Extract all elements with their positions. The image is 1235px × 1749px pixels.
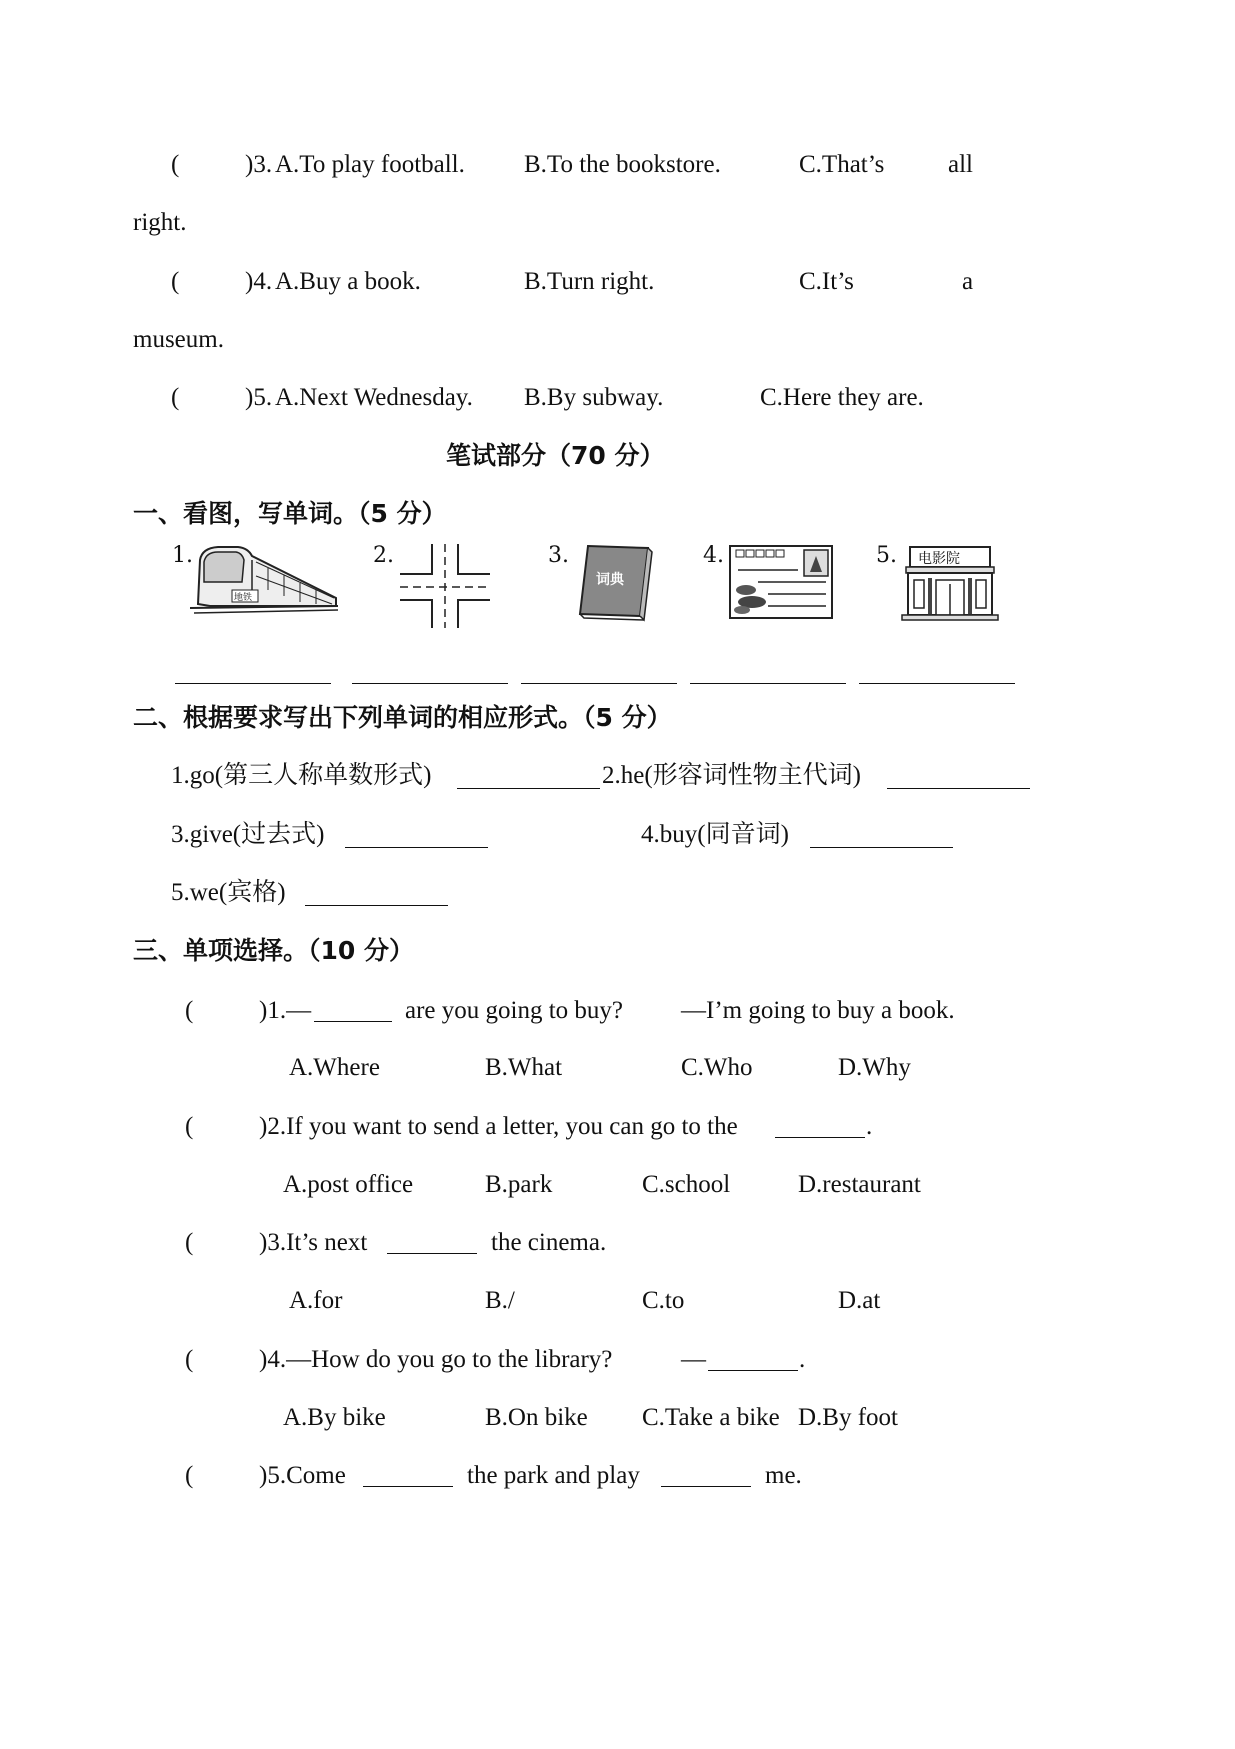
word-form-blank-4[interactable] xyxy=(810,847,953,848)
option-a: A.Where xyxy=(289,1054,380,1081)
option-c: C.school xyxy=(642,1171,731,1198)
option-d: D.By foot xyxy=(798,1404,898,1431)
question-5-mid: the park and play xyxy=(467,1462,640,1489)
question-number: )3. xyxy=(245,151,273,178)
question-3-text: the cinema. xyxy=(491,1229,607,1256)
cinema-icon xyxy=(900,544,1000,622)
question-5-blank-2[interactable] xyxy=(661,1486,751,1487)
option-b: B./ xyxy=(485,1287,515,1314)
option-c: C.That’s xyxy=(799,151,885,178)
option-b: B.Turn right. xyxy=(524,268,655,295)
section2-title: 二、根据要求写出下列单词的相应形式。（5 分） xyxy=(133,703,672,732)
option-c-wrap: museum. xyxy=(133,326,224,353)
question-1-answer: —I’m going to buy a book. xyxy=(681,997,955,1024)
question-number: )5. xyxy=(245,384,273,411)
question-number: )4. xyxy=(245,268,273,295)
option-c: C.to xyxy=(642,1287,685,1314)
option-b: B.By subway. xyxy=(524,384,664,411)
question-2-end: . xyxy=(866,1113,873,1140)
word-form-item-5: 5.we(宾格) xyxy=(171,879,286,906)
option-b: B.park xyxy=(485,1171,553,1198)
question-2-blank[interactable] xyxy=(775,1137,865,1138)
word-form-item-1: 1.go(第三人称单数形式) xyxy=(171,762,432,789)
subway-label: 地铁 xyxy=(234,593,253,603)
dictionary-label: 词典 xyxy=(596,572,624,588)
picture-number-2: 2. xyxy=(373,543,394,568)
answer-paren: ( xyxy=(171,151,180,178)
question-5-blank-1[interactable] xyxy=(363,1486,453,1487)
option-a: A.Next Wednesday. xyxy=(275,384,473,411)
cinema-label: 电影院 xyxy=(918,551,960,567)
picture-number-5: 5. xyxy=(876,543,897,568)
option-d: D.at xyxy=(838,1287,881,1314)
option-a: A.By bike xyxy=(283,1404,386,1431)
picture-number-3: 3. xyxy=(548,543,569,568)
written-part-title: 笔试部分（70 分） xyxy=(446,441,665,470)
answer-blank-3[interactable] xyxy=(521,683,677,684)
question-4-stem: )4.—How do you go to the library? xyxy=(259,1346,613,1373)
question-3-stem: )3.It’s next xyxy=(259,1229,368,1256)
option-b: B.What xyxy=(485,1054,563,1081)
option-c: C.Who xyxy=(681,1054,753,1081)
dictionary-icon xyxy=(574,544,654,622)
question-4-end: . xyxy=(799,1346,806,1373)
option-c-cont: all xyxy=(948,151,973,178)
subway-train-icon xyxy=(190,542,338,614)
answer-blank-2[interactable] xyxy=(352,683,508,684)
picture-number-4: 4. xyxy=(703,543,724,568)
option-a: A.Buy a book. xyxy=(275,268,421,295)
option-a: A.post office xyxy=(283,1171,414,1198)
word-form-blank-1[interactable] xyxy=(457,788,600,789)
answer-paren: ( xyxy=(185,1113,194,1140)
word-form-blank-5[interactable] xyxy=(305,905,448,906)
postcard-icon xyxy=(728,544,834,620)
answer-paren: ( xyxy=(185,1462,194,1489)
crossroads-icon xyxy=(400,544,490,628)
word-form-item-2: 2.he(形容词性物主代词) xyxy=(602,762,861,789)
option-a: A.for xyxy=(289,1287,343,1314)
option-c: C.It’s xyxy=(799,268,854,295)
answer-paren: ( xyxy=(185,1346,194,1373)
option-c: C.Here they are. xyxy=(760,384,924,411)
option-d: D.restaurant xyxy=(798,1171,921,1198)
answer-blank-5[interactable] xyxy=(859,683,1015,684)
option-c: C.Take a bike xyxy=(642,1404,780,1431)
option-d: D.Why xyxy=(838,1054,911,1081)
question-1-blank[interactable] xyxy=(314,1021,392,1022)
word-form-blank-2[interactable] xyxy=(887,788,1030,789)
section3-title: 三、单项选择。（10 分） xyxy=(133,936,414,965)
section1-title: 一、看图，写单词。（5 分） xyxy=(133,499,447,528)
option-c-wrap: right. xyxy=(133,209,187,236)
question-1-text: are you going to buy? xyxy=(405,997,624,1024)
option-c-cont: a xyxy=(962,268,974,295)
question-2-stem: )2.If you want to send a letter, you can go to the xyxy=(259,1113,738,1140)
word-form-blank-3[interactable] xyxy=(345,847,488,848)
option-b: B.To the bookstore. xyxy=(524,151,721,178)
answer-blank-1[interactable] xyxy=(175,683,331,684)
question-3-blank[interactable] xyxy=(387,1253,477,1254)
answer-paren: ( xyxy=(185,997,194,1024)
answer-paren: ( xyxy=(171,268,180,295)
picture-number-1: 1. xyxy=(172,543,193,568)
option-b: B.On bike xyxy=(485,1404,588,1431)
word-form-item-4: 4.buy(同音词) xyxy=(641,821,789,848)
word-form-item-3: 3.give(过去式) xyxy=(171,821,325,848)
question-5-end: me. xyxy=(765,1462,802,1489)
question-4-answer: — xyxy=(681,1346,706,1373)
answer-paren: ( xyxy=(185,1229,194,1256)
question-1-stem: )1.— xyxy=(259,997,312,1024)
answer-paren: ( xyxy=(171,384,180,411)
option-a: A.To play football. xyxy=(275,151,465,178)
question-4-blank[interactable] xyxy=(708,1370,798,1371)
answer-blank-4[interactable] xyxy=(690,683,846,684)
question-5-stem: )5.Come xyxy=(259,1462,346,1489)
